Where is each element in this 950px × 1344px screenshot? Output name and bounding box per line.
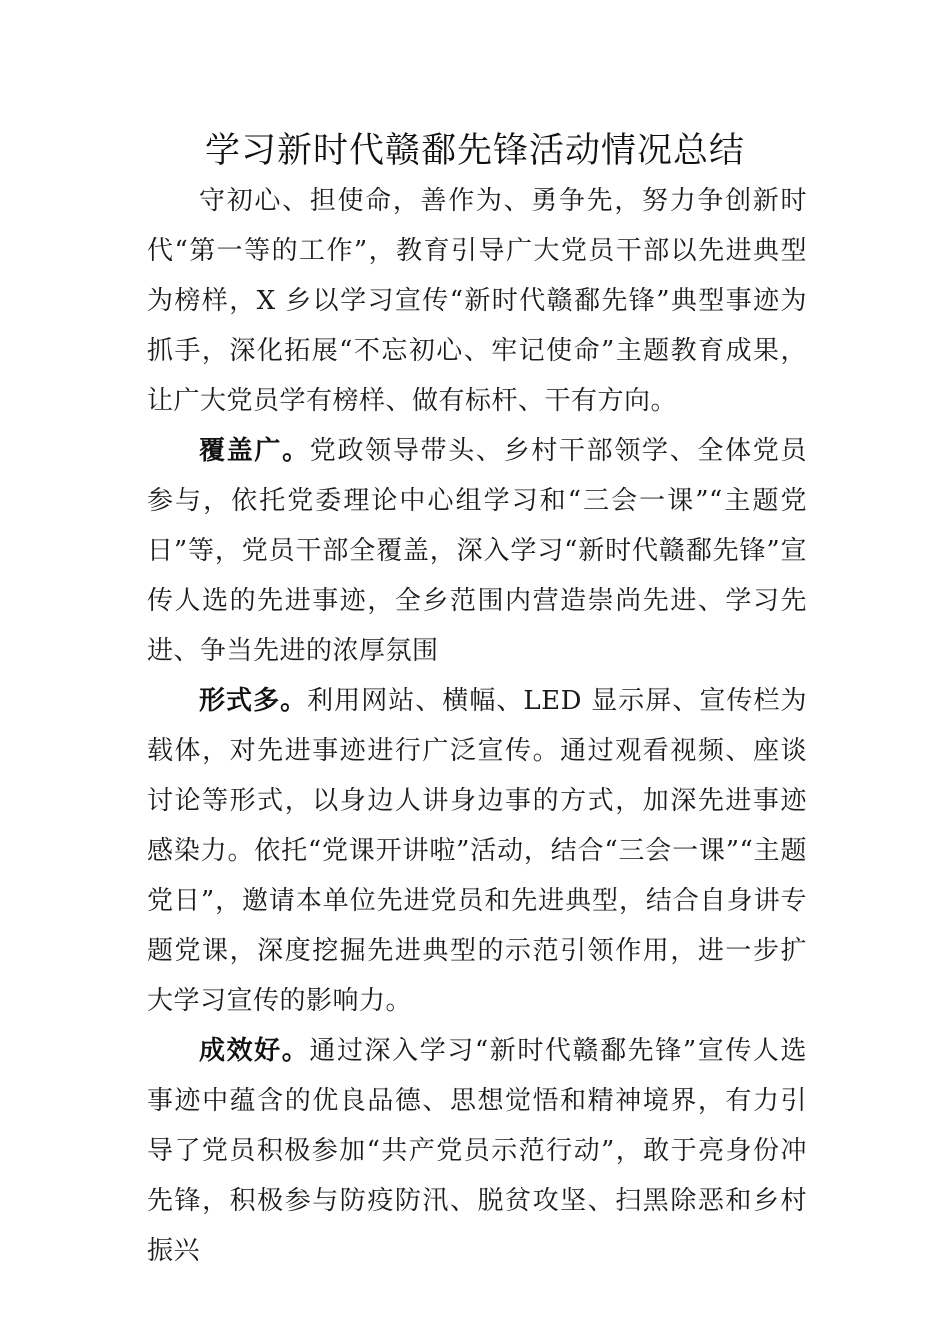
paragraph-text: 利用网站、横幅、LED 显示屏、宣传栏为载体，对先进事迹进行广泛宣传。通过观看视频、座谈讨论等形式，以身边人讲身边事的方式，加深先进事迹感染力。依托“党课开讲啦”活动，结合“三会一课”“主题党日”，邀请本单位先进党员和先进典型，结合自身讲专题党课，深度挖掘先进典型的示范引领作用，进一步扩大学习宣传的影响力。	[147, 686, 807, 1016]
paragraph-lead: 形式多。	[199, 686, 308, 716]
paragraph-coverage	[147, 426, 807, 676]
paragraph-text: 党政领导带头、乡村干部领学、全体党员参与，依托党委理论中心组学习和“三会一课”“主题党日”等，党员干部全覆盖，深入学习“新时代赣鄱先锋”宣传人选的先进事迹，全乡范围内营造崇尚先进、学习先进、争当先进的浓厚氛围	[147, 436, 807, 666]
document-body	[147, 176, 807, 1276]
document-title: 学习新时代赣鄱先锋活动情况总结	[204, 131, 745, 171]
paragraph-lead: 成效好。	[199, 1036, 310, 1066]
paragraph-text: 通过深入学习“新时代赣鄱先锋”宣传人选事迹中蕴含的优良品德、思想觉悟和精神境界，有力引导了党员积极参加“共产党员示范行动”，敢于亮身份冲先锋，积极参与防疫防汛、脱贫攻坚、扫黑除恶和乡村振兴	[147, 1036, 807, 1266]
paragraph-forms	[147, 676, 807, 1026]
paragraph-text: 守初心、担使命，善作为、勇争先，努力争创新时代“第一等的工作”，教育引导广大党员干部以先进典型为榜样，X 乡以学习宣传“新时代赣鄱先锋”典型事迹为抓手，深化拓展“不忘初心、牢记使命”主题教育成果，让广大党员学有榜样、做有标杆、干有方向。	[147, 186, 807, 416]
paragraph-lead: 覆盖广。	[199, 436, 310, 466]
paragraph-results	[147, 1026, 807, 1276]
paragraph-intro	[147, 176, 807, 426]
